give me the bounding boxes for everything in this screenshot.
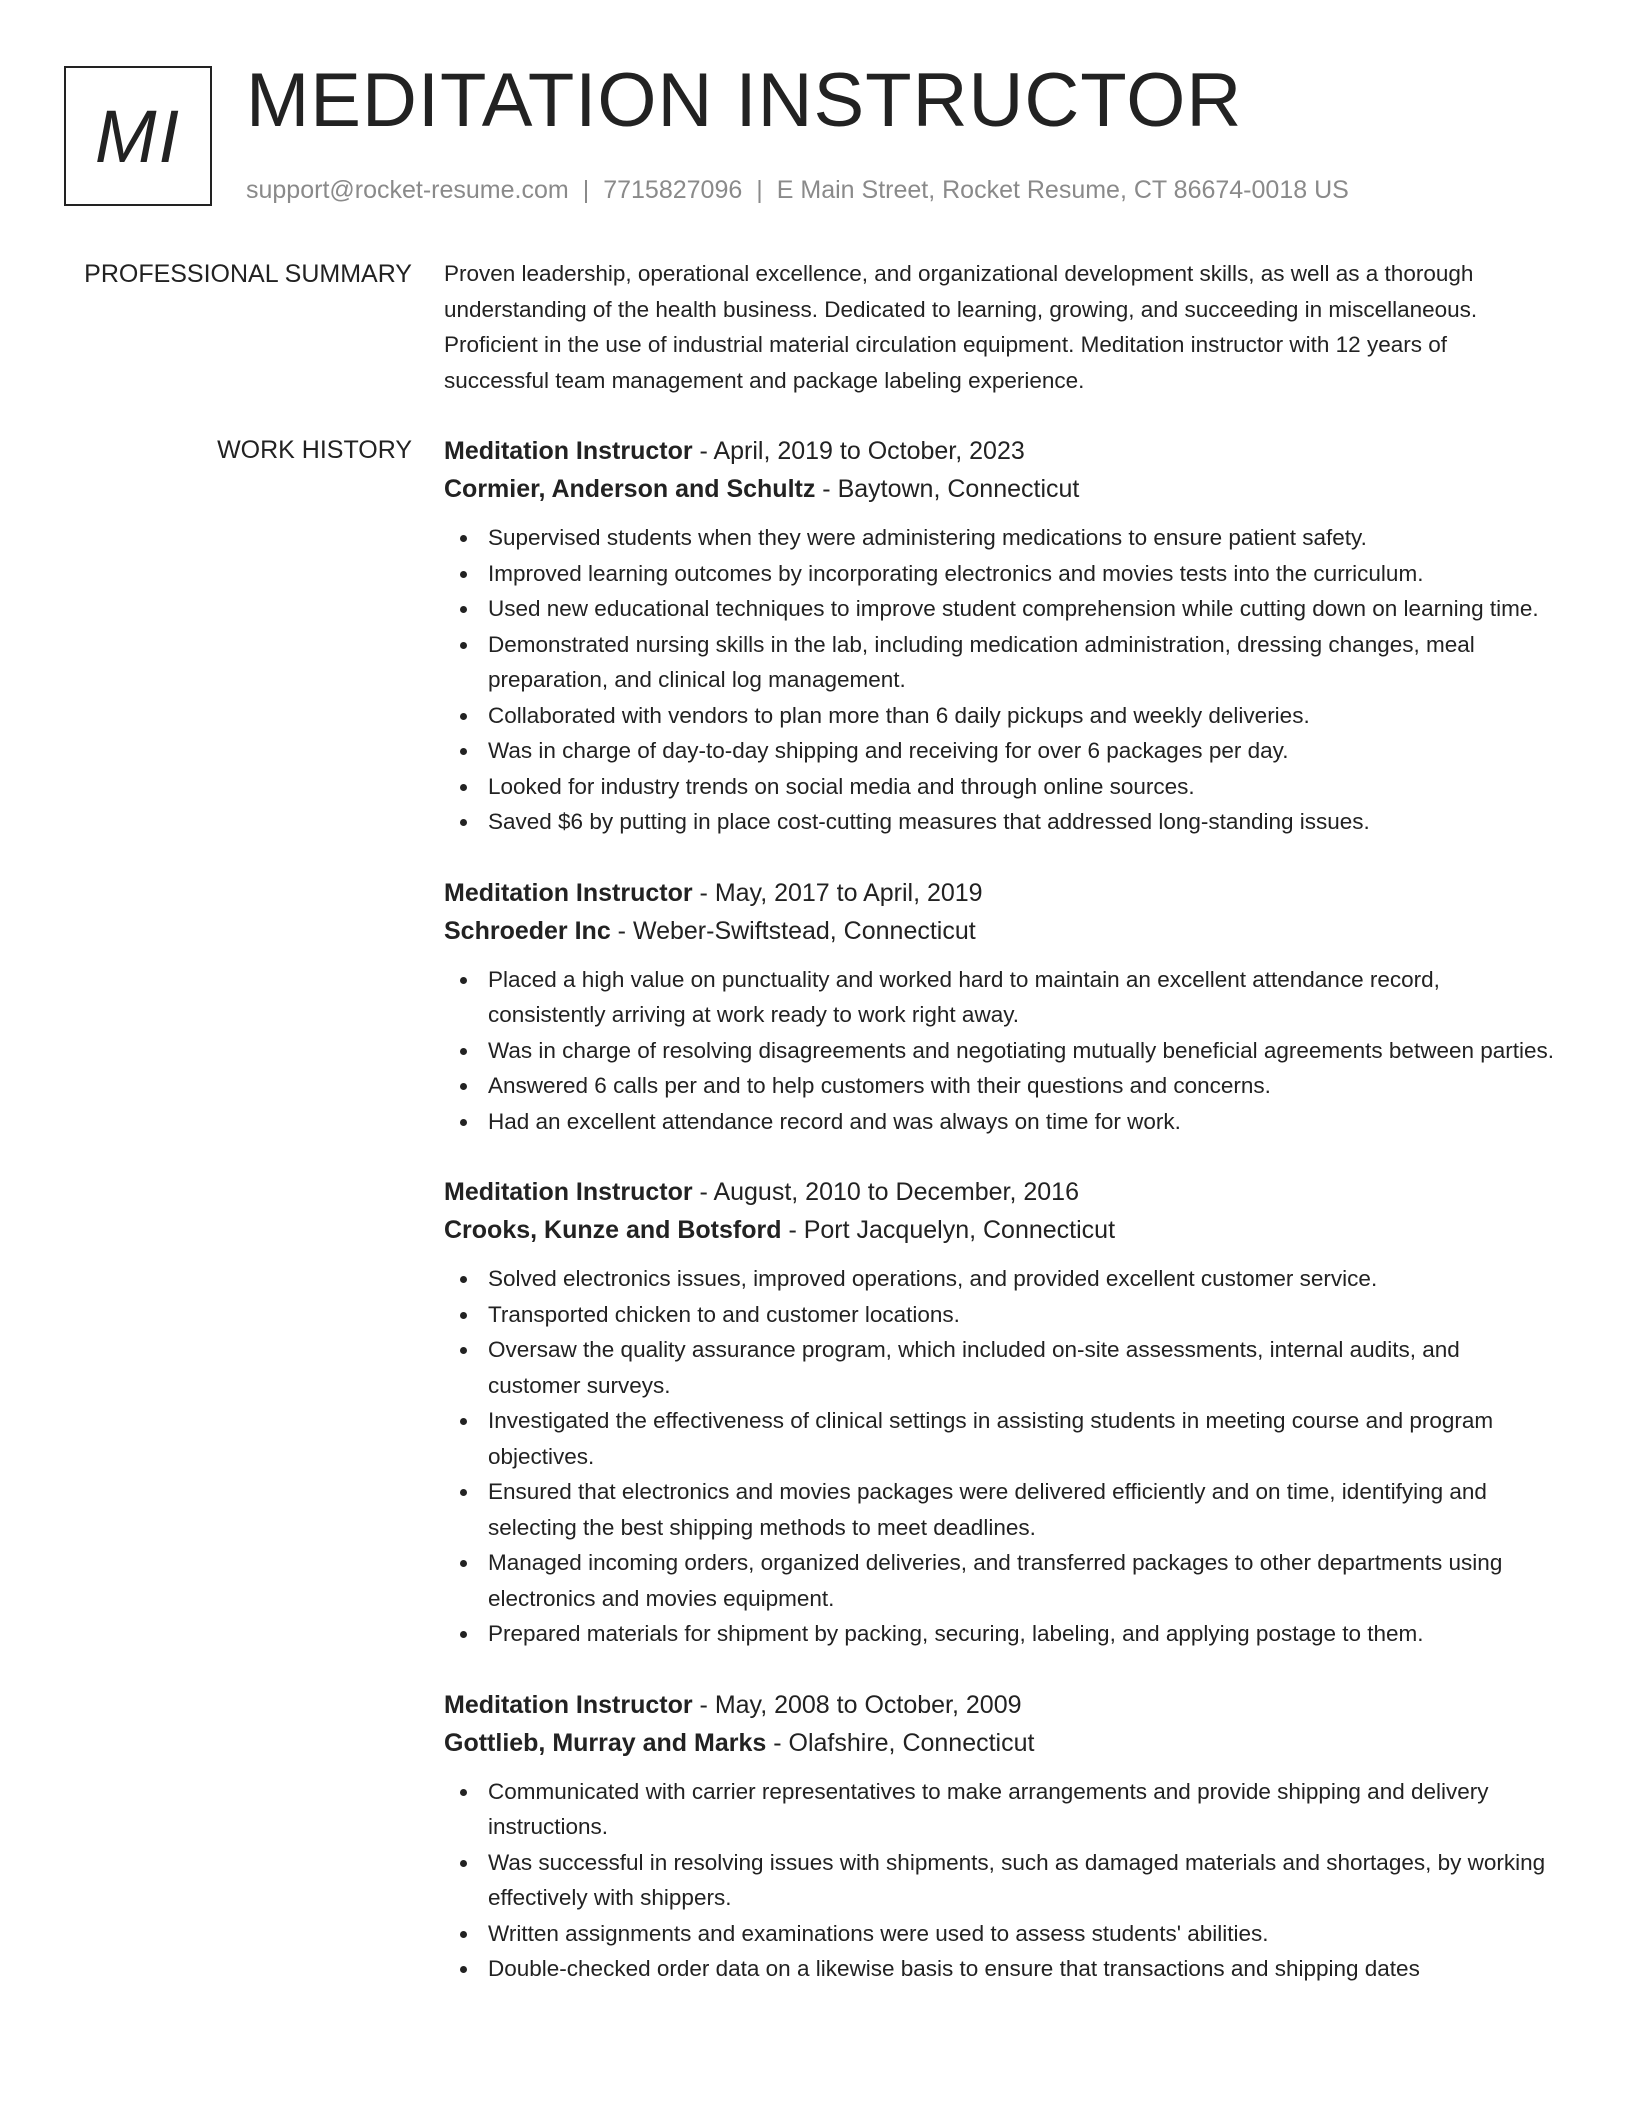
job-company: Crooks, Kunze and Botsford	[444, 1216, 782, 1244]
job-entry	[444, 874, 1556, 1140]
job-bullet: Looked for industry trends on social media and through online sources.	[444, 769, 1556, 805]
job-bullet: Written assignments and examinations were used to assess students' abilities.	[444, 1916, 1556, 1952]
contact-address: E Main Street, Rocket Resume, CT 86674-0018 US	[776, 176, 1349, 204]
job-bullet: Communicated with carrier representatives to make arrangements and provide shipping and delivery instructions.	[444, 1774, 1556, 1845]
job-bullet-list	[444, 962, 1556, 1140]
job-title-line	[444, 1686, 1556, 1724]
job-company: Gottlieb, Murray and Marks	[444, 1728, 767, 1757]
job-company-line	[444, 470, 1556, 508]
job-bullet: Placed a high value on punctuality and worked hard to maintain an excellent attendance record, consistently arriving at work ready to work right away.	[444, 962, 1556, 1033]
job-role: Meditation Instructor	[444, 1690, 693, 1719]
job-bullet: Had an excellent attendance record and was always on time for work.	[444, 1104, 1556, 1140]
job-bullet: Transported chicken to and customer locations.	[444, 1297, 1556, 1333]
job-bullet: Answered 6 calls per and to help customers with their questions and concerns.	[444, 1068, 1556, 1104]
job-title-line	[444, 432, 1556, 470]
job-dates: - April, 2019 to October, 2023	[692, 437, 1025, 465]
job-dates: - May, 2008 to October, 2009	[692, 1690, 1022, 1719]
contact-line	[246, 174, 1349, 206]
contact-phone[interactable]: 7715827096	[603, 176, 743, 204]
summary-text: Proven leadership, operational excellence, and organizational development skills, as well as a thorough understanding of the health business. Dedicated to learning, growing, and succeeding in miscellaneous. Proficient in the use of industrial material circulation equipment. Meditation instructor with 12 years of successful team management and package labeling experience.	[444, 261, 1478, 393]
job-role: Meditation Instructor	[444, 878, 693, 907]
job-bullet: Supervised students when they were administering medications to ensure patient safety.	[444, 520, 1556, 556]
job-role: Meditation Instructor	[444, 437, 693, 465]
job-company: Schroeder Inc	[444, 916, 611, 945]
job-bullet-list	[444, 520, 1556, 840]
job-company-line	[444, 912, 1556, 950]
job-bullet: Collaborated with vendors to plan more than 6 daily pickups and weekly deliveries.	[444, 698, 1556, 734]
work-history-body	[444, 432, 1556, 2021]
job-role: Meditation Instructor	[444, 1178, 693, 1206]
job-entry	[444, 1173, 1556, 1652]
job-location: - Olafshire, Connecticut	[766, 1728, 1035, 1757]
job-bullet: Improved learning outcomes by incorporating electronics and movies tests into the curriculum.	[444, 556, 1556, 592]
contact-separator: |	[756, 176, 763, 204]
contact-separator: |	[582, 176, 590, 204]
job-entry	[444, 1686, 1556, 1987]
work-history-heading: WORK HISTORY	[217, 436, 412, 464]
monogram-initials: MI	[94, 94, 182, 178]
job-title-line	[444, 874, 1556, 912]
summary-body	[444, 256, 1556, 398]
job-bullet: Oversaw the quality assurance program, which included on-site assessments, internal audits, and customer surveys.	[444, 1332, 1556, 1403]
monogram-badge	[64, 66, 212, 206]
job-bullet: Ensured that electronics and movies packages were delivered efficiently and on time, identifying and selecting the best shipping methods to meet deadlines.	[444, 1474, 1556, 1545]
job-bullet: Double-checked order data on a likewise basis to ensure that transactions and shipping dates	[444, 1951, 1556, 1987]
job-location: - Port Jacquelyn, Connecticut	[781, 1216, 1116, 1244]
job-bullet: Prepared materials for shipment by packing, securing, labeling, and applying postage to them.	[444, 1616, 1556, 1652]
job-bullet: Solved electronics issues, improved operations, and provided excellent customer service.	[444, 1261, 1556, 1297]
contact-email[interactable]: support@rocket-resume.com	[246, 176, 569, 204]
job-company: Cormier, Anderson and Schultz	[444, 475, 816, 503]
job-bullet: Was in charge of resolving disagreements and negotiating mutually beneficial agreements between parties.	[444, 1033, 1556, 1069]
job-bullet-list	[444, 1261, 1556, 1652]
job-entry	[444, 432, 1556, 840]
job-title-line	[444, 1173, 1556, 1211]
job-company-line	[444, 1724, 1556, 1762]
job-bullet: Investigated the effectiveness of clinical settings in assisting students in meeting course and program objectives.	[444, 1403, 1556, 1474]
summary-heading: PROFESSIONAL SUMMARY	[84, 260, 412, 288]
job-location: - Weber-Swiftstead, Connecticut	[610, 916, 976, 945]
job-bullet: Managed incoming orders, organized deliveries, and transferred packages to other departments using electronics and movies equipment.	[444, 1545, 1556, 1616]
job-dates: - May, 2017 to April, 2019	[692, 878, 983, 907]
job-bullet-list	[444, 1774, 1556, 1987]
job-company-line	[444, 1211, 1556, 1249]
job-bullet: Used new educational techniques to improve student comprehension while cutting down on learning time.	[444, 591, 1556, 627]
job-bullet: Was in charge of day-to-day shipping and receiving for over 6 packages per day.	[444, 733, 1556, 769]
job-bullet: Saved $6 by putting in place cost-cutting measures that addressed long-standing issues.	[444, 804, 1556, 840]
job-dates: - August, 2010 to December, 2016	[692, 1178, 1079, 1206]
resume-name: MEDITATION INSTRUCTOR	[246, 58, 1243, 143]
job-bullet: Was successful in resolving issues with shipments, such as damaged materials and shortages, by working effectively with shippers.	[444, 1845, 1556, 1916]
job-location: - Baytown, Connecticut	[815, 475, 1080, 503]
job-bullet: Demonstrated nursing skills in the lab, including medication administration, dressing changes, meal preparation, and clinical log management.	[444, 627, 1556, 698]
